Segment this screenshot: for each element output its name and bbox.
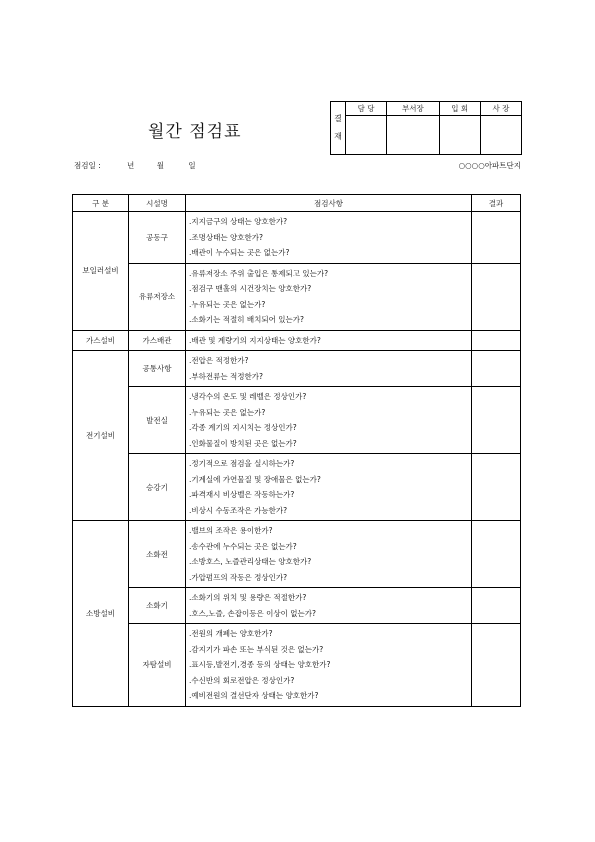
check-item: .인화물질이 방치된 곳은 없는가? [189, 438, 297, 448]
check-items-cell [186, 624, 472, 707]
facility-cell: 소화전 [129, 521, 186, 588]
check-item: .파격재시 비상벨은 작동하는가? [189, 490, 295, 499]
check-item: .배관 및 계량기의 지지상태는 양호한가? [189, 335, 321, 345]
table-row [73, 624, 521, 707]
approval-side-label: 결 재 [331, 102, 346, 155]
check-item: .정기적으로 점검을 실시하는가? [189, 459, 295, 468]
facility-cell: 유류저장소 [129, 263, 186, 330]
header-facility: 시설명 [129, 195, 186, 212]
result-cell[interactable] [472, 521, 521, 588]
inspection-date [74, 160, 196, 171]
category-cell: 소방설비 [73, 521, 129, 707]
category-cell: 가스설비 [73, 330, 129, 351]
approval-box [330, 101, 522, 155]
check-item: .냉각수의 온도 및 레벨은 정상인가? [189, 392, 307, 401]
check-item: .부하전류는 적정한가? [189, 371, 263, 381]
facility-cell: 자탐설비 [129, 624, 186, 707]
check-item: .전원의 개폐는 양호한가? [189, 629, 273, 638]
check-items-cell [186, 387, 472, 454]
date-day: 일 [188, 161, 196, 170]
category-cell: 보일러설비 [73, 212, 129, 331]
facility-cell: 승강기 [129, 454, 186, 521]
table-row [73, 263, 521, 330]
check-item: .유류저장소 주위 출입은 통제되고 있는가? [189, 268, 329, 278]
check-items-cell [186, 454, 472, 521]
approval-col-staff: 담 당 [346, 102, 387, 116]
date-year: 년 [127, 161, 135, 170]
check-item: .예비전원의 결선단자 상태는 양호한가? [189, 691, 319, 700]
approval-col-manager: 부서장 [387, 102, 439, 116]
approval-col-witness: 입 회 [439, 102, 480, 116]
check-items-cell [186, 351, 472, 387]
result-cell[interactable] [472, 351, 521, 387]
check-item: .가압펌프의 작동은 정상인가? [189, 572, 288, 582]
result-cell[interactable] [472, 387, 521, 454]
date-month: 월 [156, 161, 164, 170]
check-item: .점검구 맨홀의 시건장치는 양호한가? [189, 284, 312, 293]
approval-sign-staff[interactable] [346, 116, 387, 155]
check-item: .밸브의 조작은 용이한가? [189, 526, 273, 535]
check-item: .배관이 누수되는 곳은 없는가? [189, 248, 290, 257]
header-result: 결과 [472, 195, 521, 212]
table-row [73, 588, 521, 624]
check-item: .소화기의 위치 및 용량은 적절한가? [189, 593, 307, 602]
check-items-cell [186, 263, 472, 330]
result-cell[interactable] [472, 588, 521, 624]
check-item: .소화기는 적절히 배치되어 있는가? [189, 315, 304, 324]
check-item: .누유되는 곳은 없는가? [189, 407, 266, 417]
table-row [73, 351, 521, 387]
header-check-items: 점검사항 [186, 195, 472, 212]
check-item: .비상시 수동조작은 가능한가? [189, 505, 288, 515]
facility-cell: 공동구 [129, 212, 186, 264]
check-item: .감지기가 파손 또는 부식된 것은 없는가? [189, 644, 324, 654]
check-item: .표시등,발전기,경종 등의 상태는 양호한가? [189, 660, 331, 669]
check-item: .기계실에 가연물질 및 장애물은 없는가? [189, 474, 321, 484]
result-cell[interactable] [472, 330, 521, 351]
facility-cell: 공통사항 [129, 351, 186, 387]
facility-cell: 소화기 [129, 588, 186, 624]
approval-sign-manager[interactable] [387, 116, 439, 155]
facility-cell: 가스배관 [129, 330, 186, 351]
page-title: 월간 점검표 [148, 122, 242, 142]
approval-col-president: 사 장 [480, 102, 521, 116]
check-item: .누유되는 곳은 없는가? [189, 299, 266, 309]
check-items-cell [186, 521, 472, 588]
category-cell: 전기설비 [73, 351, 129, 521]
result-cell[interactable] [472, 454, 521, 521]
check-item: .전압은 적정한가? [189, 356, 249, 365]
facility-cell: 발전실 [129, 387, 186, 454]
table-row [73, 454, 521, 521]
result-cell[interactable] [472, 624, 521, 707]
check-items-cell [186, 212, 472, 264]
check-item: .소방호스, 노즐관리상태는 양호한가? [189, 557, 312, 566]
complex-name: ○○○○아파트단지 [458, 161, 521, 170]
check-items-cell [186, 588, 472, 624]
check-item: .각종 계기의 지시치는 정상인가? [189, 423, 297, 432]
check-item: .송수관에 누수되는 곳은 없는가? [189, 541, 297, 551]
table-row [73, 387, 521, 454]
approval-sign-president[interactable] [480, 116, 521, 155]
approval-sign-witness[interactable] [439, 116, 480, 155]
check-item: .수신반의 회로전압은 정상인가? [189, 675, 295, 685]
table-row [73, 212, 521, 264]
result-cell[interactable] [472, 212, 521, 264]
check-items-cell [186, 330, 472, 351]
table-row [73, 521, 521, 588]
check-item: .호스,노즐, 손잡이등은 이상이 없는가? [189, 608, 316, 618]
table-header-row [73, 195, 521, 212]
check-item: .지지금구의 상태는 양호한가? [189, 217, 288, 226]
inspection-table [72, 194, 521, 707]
result-cell[interactable] [472, 263, 521, 330]
date-label: 점검일 : [74, 161, 101, 170]
header-category: 구 분 [73, 195, 129, 212]
check-item: .조명상태는 양호한가? [189, 232, 263, 242]
table-row [73, 330, 521, 351]
